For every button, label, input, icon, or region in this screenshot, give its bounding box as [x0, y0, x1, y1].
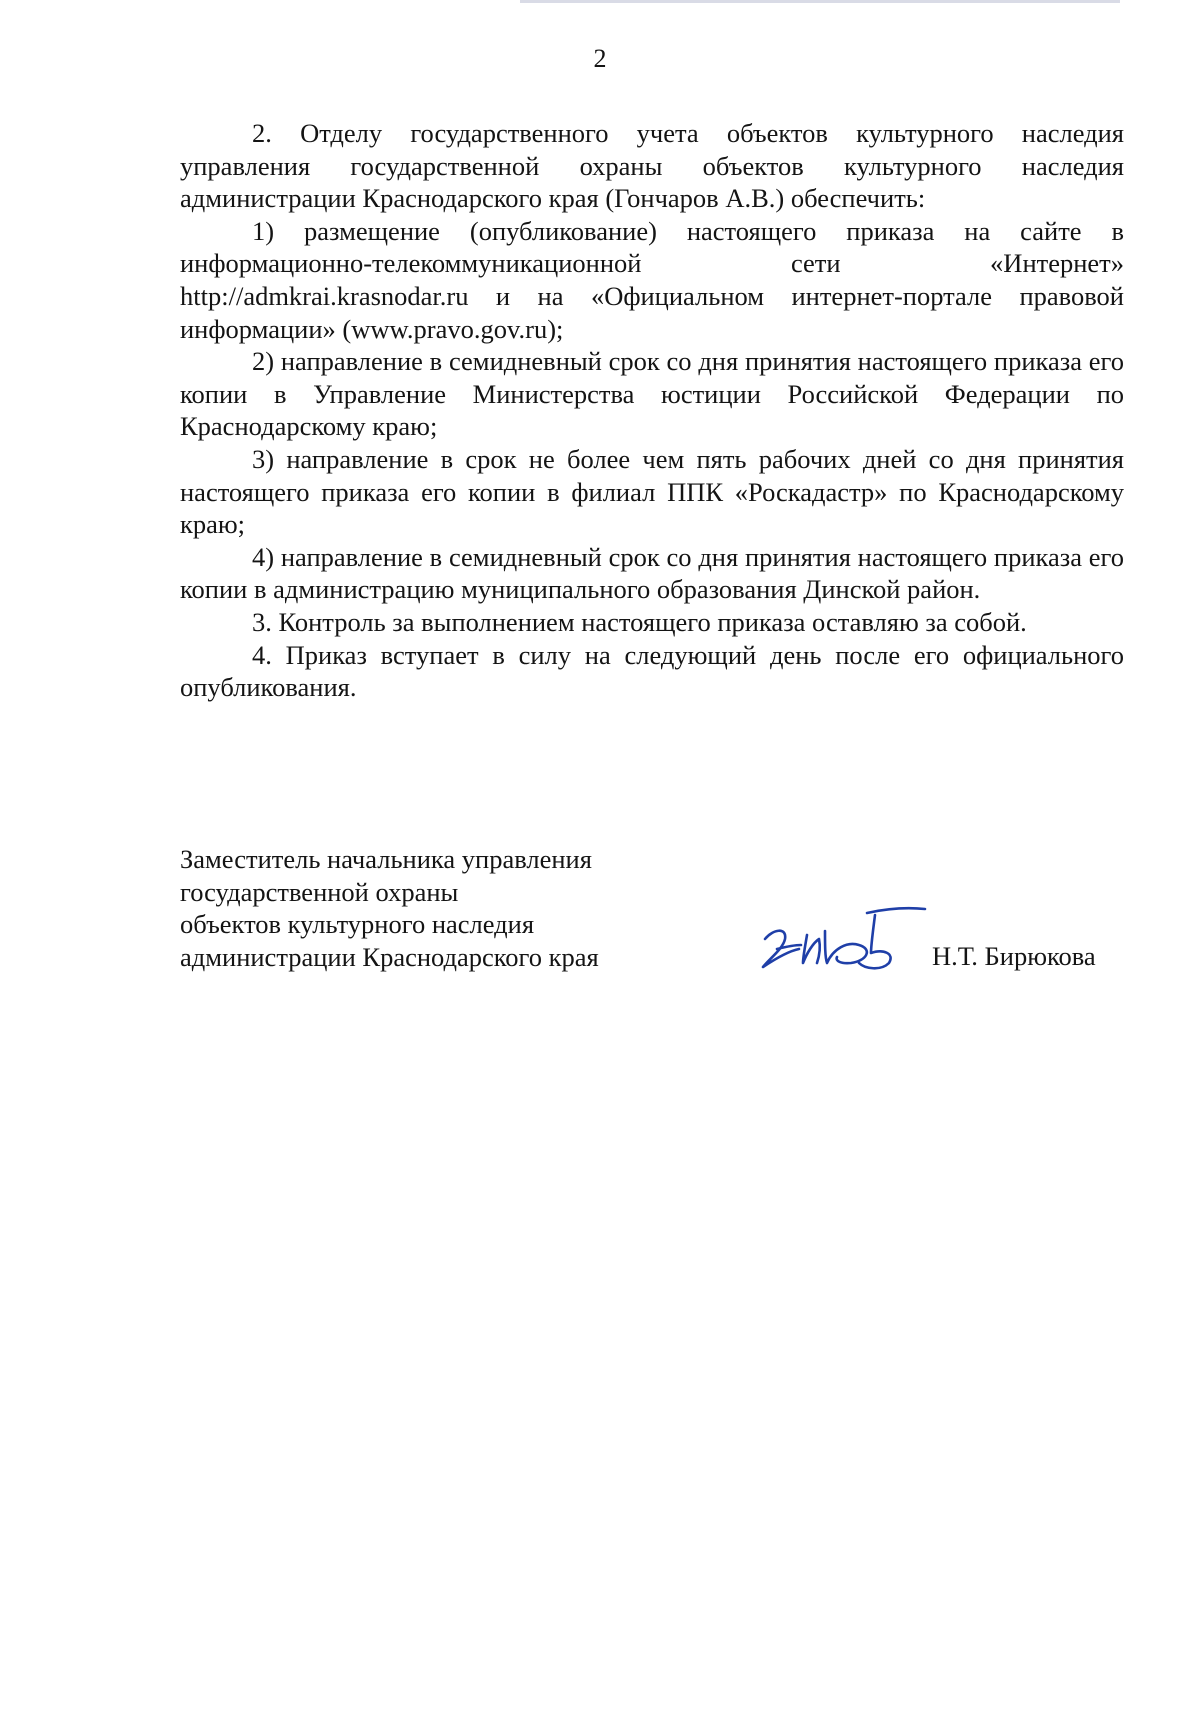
signer-position-line: объектов культурного наследия: [180, 909, 535, 940]
signer-position-line: государственной охраны: [180, 876, 459, 907]
paragraph-item-4: 4. Приказ вступает в силу на следующий день после его официального опубликования.: [180, 639, 1124, 703]
subparagraph-4: 4) направление в семидневный срок со дня принятия настоящего приказа его копии в администрацию муниципального образования Динской район.: [180, 541, 1124, 605]
scan-edge: [520, 0, 1120, 3]
subparagraph-1: 1) размещение (опубликование) настоящего приказа на сайте в информационно-телекоммуникационной сети «Интернет» http://admkrai.krasnodar.ru и на «Официальном интернет-портале правовой информации» (www.pravo.gov.ru);: [180, 215, 1124, 344]
handwritten-signature: [755, 901, 935, 981]
document-body: [180, 117, 1124, 704]
signer-position-line: Заместитель начальника управления: [180, 844, 592, 874]
subparagraph-2: 2) направление в семидневный срок со дня принятия настоящего приказа его копии в Управление Министерства юстиции Российской Федерации по Краснодарскому краю;: [180, 346, 1124, 442]
page-number: 2: [593, 44, 607, 73]
signer-position-line: администрации Краснодарского края: [180, 941, 599, 972]
paragraph-item-3: 3. Контроль за выполнением настоящего приказа оставляю за собой.: [252, 606, 1027, 637]
signer-position: [180, 843, 700, 973]
paragraph-item-2: 2. Отделу государственного учета объектов культурного наследия управления государственной охраны объектов культурного наследия администрации Краснодарского края (Гончаров А.В.) обеспечить:: [180, 118, 1124, 214]
signature-block: [180, 843, 1124, 983]
signer-name: Н.Т. Бирюкова: [932, 941, 1096, 971]
subparagraph-3: 3) направление в срок не более чем пять рабочих дней со дня принятия настоящего приказа его копии в филиал ППК «Роскадастр» по Краснодарскому краю;: [180, 443, 1124, 540]
